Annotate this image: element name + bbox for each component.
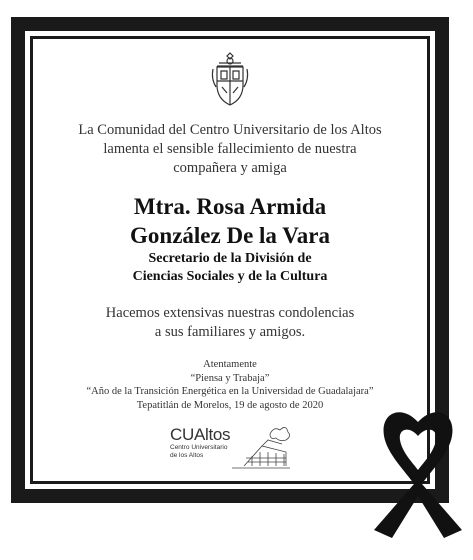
name-line: González De la Vara: [130, 223, 330, 248]
role-line: Ciencias Sociales y de la Cultura: [132, 269, 328, 284]
notice-content: [43, 51, 417, 474]
deceased-role: [43, 250, 417, 286]
name-line: Mtra. Rosa Armida: [133, 194, 327, 219]
closing-text: [43, 358, 417, 412]
logo-text: [170, 426, 230, 459]
logo-subtitle-line: Centro Universitario: [170, 444, 228, 451]
mourning-ribbon-icon: [372, 402, 464, 540]
intro-text: [43, 121, 417, 178]
role-line: Secretario de la División de: [148, 251, 312, 266]
university-crest-icon: [209, 51, 251, 109]
deceased-name: [43, 192, 417, 250]
closing-salutation: Atentamente: [203, 359, 257, 370]
logo-name: CUAltos: [170, 425, 231, 444]
intro-line: compañera y amiga: [173, 160, 287, 176]
cualtos-logo: [170, 422, 290, 474]
intro-line: La Comunidad del Centro Universitario de los Altos: [78, 122, 382, 138]
condolence-line: a sus familiares y amigos.: [154, 324, 306, 340]
condolence-line: Hacemos extensivas nuestras condolencias: [105, 305, 355, 321]
closing-motto: “Piensa y Trabaja”: [190, 372, 270, 384]
closing-place-date: Tepatitlán de Morelos, 19 de agosto de 2020: [136, 399, 324, 411]
condolence-text: [43, 304, 417, 342]
logo-subtitle-line: de los Altos: [170, 451, 204, 459]
intro-line: lamenta el sensible fallecimiento de nuestra: [103, 141, 357, 157]
campus-building-icon: [222, 422, 290, 472]
closing-year-motto: “Año de la Transición Energética en la Universidad de Guadalajara”: [86, 386, 374, 397]
